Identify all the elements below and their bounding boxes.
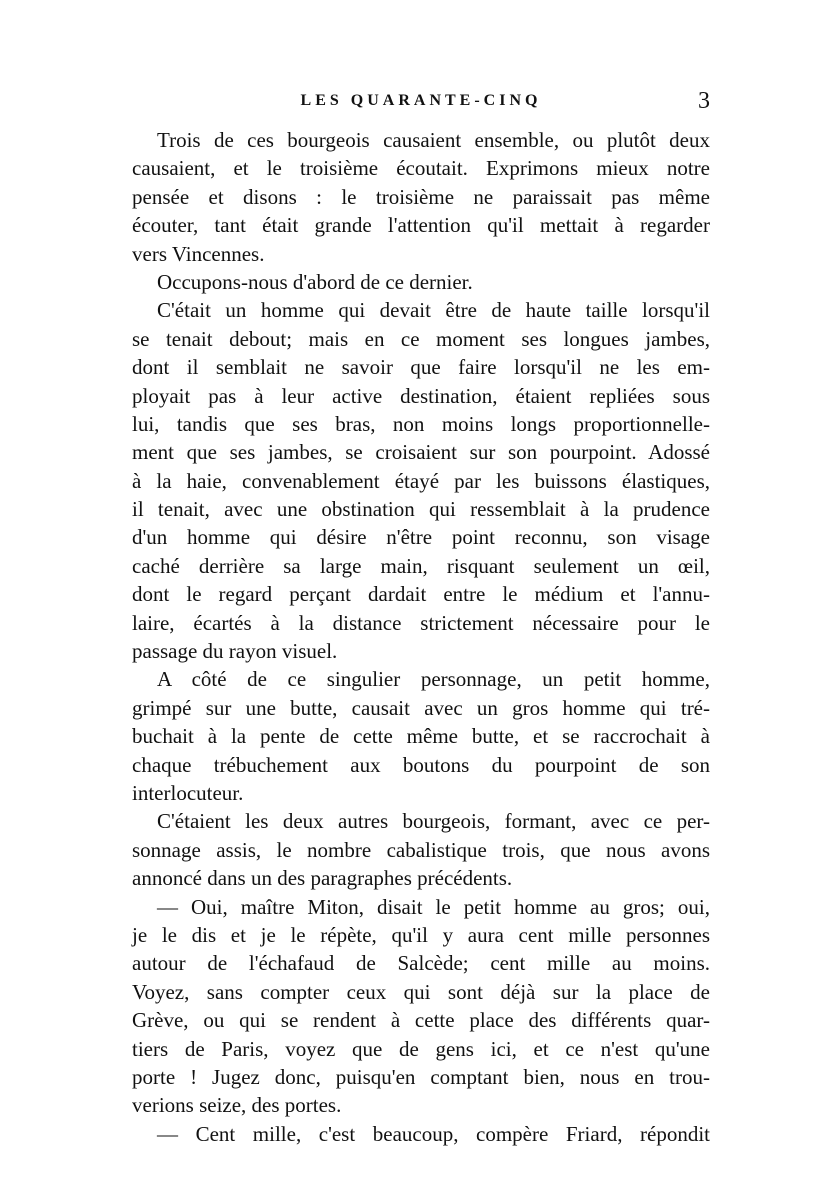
text-line: porte ! Jugez donc, puisqu'en comptant bien, nous en trou- xyxy=(132,1064,710,1089)
text-line: Trois de ces bourgeois causaient ensemble, ou plutôt deux xyxy=(157,128,710,152)
text-line: tiers de Paris, voyez que de gens ici, et ce n'est qu'une xyxy=(132,1036,710,1061)
text-line: interlocuteur. xyxy=(132,780,244,805)
text-line: buchait à la pente de cette même butte, et se raccrochait à xyxy=(132,724,710,749)
text-line: Occupons-nous d'abord de ce dernier. xyxy=(157,269,473,294)
text-line: A côté de ce singulier personnage, un petit homme, xyxy=(157,667,710,692)
text-line: pensée et disons : le troisième ne paraissait pas même xyxy=(132,184,710,209)
text-line: C'était un homme qui devait être de haute taille lorsqu'il xyxy=(157,298,710,323)
text-line: écouter, tant était grande l'attention qu'il mettait à regarder xyxy=(132,213,710,238)
text-line: laire, écartés à la distance strictement nécessaire pour le xyxy=(132,610,710,635)
text-line: chaque trébuchement aux boutons du pourpoint de son xyxy=(132,752,710,777)
text-line: vers Vincennes. xyxy=(132,241,265,266)
text-line: — Cent mille, c'est beaucoup, compère Friard, répondit xyxy=(157,1121,710,1146)
text-line: — Oui, maître Miton, disait le petit homme au gros; oui, xyxy=(157,894,710,919)
text-line: grimpé sur une butte, causait avec un gros homme qui tré- xyxy=(132,695,710,720)
text-line: verions seize, des portes. xyxy=(132,1093,342,1118)
text-line: Voyez, sans compter ceux qui sont déjà sur la place de xyxy=(132,979,710,1004)
text-line: sonnage assis, le nombre cabalistique trois, que nous avons xyxy=(132,837,710,862)
text-line: annoncé dans un des paragraphes précédents. xyxy=(132,866,513,891)
body-text xyxy=(132,126,710,1148)
text-line: à la haie, convenablement étayé par les buissons élastiques, xyxy=(132,468,710,493)
text-line: lui, tandis que ses bras, non moins longs proportionnelle- xyxy=(132,411,710,436)
text-line: passage du rayon visuel. xyxy=(132,639,338,664)
text-line: se tenait debout; mais en ce moment ses longues jambes, xyxy=(132,326,710,351)
text-line: d'un homme qui désire n'être point reconnu, son visage xyxy=(132,525,710,550)
text-line: ment que ses jambes, se croisaient sur son pourpoint. Adossé xyxy=(132,440,710,465)
running-title: LES QUARANTE-CINQ xyxy=(300,92,542,109)
text-line: dont le regard perçant dardait entre le médium et l'annu- xyxy=(132,582,710,607)
text-line: caché derrière sa large main, risquant seulement un œil, xyxy=(132,553,710,578)
text-line: causaient, et le troisième écoutait. Exprimons mieux notre xyxy=(132,156,710,181)
page-number: 3 xyxy=(698,88,710,114)
text-line: dont il semblait ne savoir que faire lorsqu'il ne les em- xyxy=(132,355,710,380)
text-line: je le dis et je le répète, qu'il y aura cent mille personnes xyxy=(132,922,710,947)
text-line: C'étaient les deux autres bourgeois, formant, avec ce per- xyxy=(157,809,710,834)
text-line: il tenait, avec une obstination qui ressemblait à la prudence xyxy=(132,497,710,522)
text-line: autour de l'échafaud de Salcède; cent mille au moins. xyxy=(132,951,710,976)
text-line: ployait pas à leur active destination, étaient repliées sous xyxy=(132,383,710,408)
running-head xyxy=(132,88,710,120)
text-line: Grève, ou qui se rendent à cette place des différents quar- xyxy=(132,1008,710,1033)
